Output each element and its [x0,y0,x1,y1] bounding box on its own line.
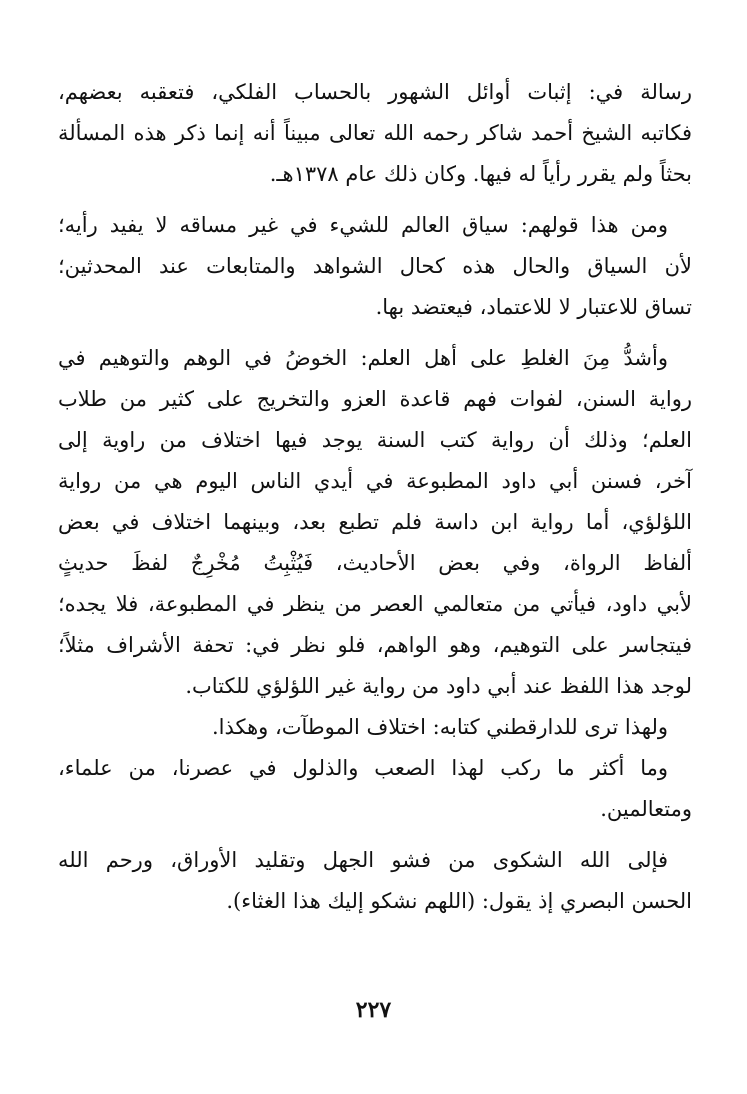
paragraph-6 [58,840,692,922]
text-line: لأبي داود، فيأتي من متعالمي العصر من ينظر في المطبوعة، فلا يجده؛ [58,592,692,616]
paragraph-4 [58,707,692,748]
paragraph-2 [58,205,692,328]
text-line: وما أكثر ما ركب لهذا الصعب والذلول في عصرنا، من علماء، [58,756,668,780]
text-line: لوجد هذا اللفظ عند أبي داود من رواية غير اللؤلؤي للكتاب. [185,674,692,698]
text-line: فيتجاسر على التوهيم، وهو الواهم، فلو نظر في: تحفة الأشراف مثلاً؛ [58,633,692,657]
text-line: العلم؛ وذلك أن رواية كتب السنة يوجد فيها اختلاف من راوية إلى [58,428,692,452]
text-line: رواية السنن، لفوات فهم قاعدة العزو والتخريج على كثير من طلاب [58,387,692,411]
text-line: اللؤلؤي، أما رواية ابن داسة فلم تطبع بعد، وبينهما اختلاف في بعض [58,510,693,534]
text-line: رسالة في: إثبات أوائل الشهور بالحساب الفلكي، فتعقبه بعضهم، [58,80,692,104]
text-line: آخر، فسنن أبي داود المطبوعة في أيدي الناس اليوم هي من رواية [58,469,692,493]
text-line: لأن السياق والحال هذه كحال الشواهد والمتابعات عند المحدثين؛ [58,254,692,278]
text-line: ومتعالمين. [600,797,692,821]
text-line: الحسن البصري إذ يقول: (اللهم نشكو إليك هذا الغثاء). [226,889,692,913]
text-line: ومن هذا قولهم: سياق العالم للشيء في غير مساقه لا يفيد رأيه؛ [58,213,668,237]
text-line: فكاتبه الشيخ أحمد شاكر رحمه الله تعالى مبيناً أنه إنما ذكر هذه المسألة [58,121,692,145]
paragraph-1 [58,72,692,195]
text-line: بحثاً ولم يقرر رأياً له فيها. وكان ذلك عام ١٣٧٨هـ. [269,162,692,186]
paragraph-3 [58,338,692,707]
text-line: تساق للاعتبار لا للاعتماد، فيعتضد بها. [375,295,692,319]
page-number: ٢٢٧ [355,997,392,1023]
text-line: وأشدُّ مِنَ الغلطِ على أهل العلم: الخوضُ في الوهم والتوهيم في [58,346,668,370]
text-line: ألفاظ الرواة، وفي بعض الأحاديث، فَيُثْبِتُ مُخْرِجٌ لفظَ حديثٍ [58,551,692,575]
body-text [58,72,692,922]
paragraph-5 [58,748,692,830]
text-line: ولهذا ترى للدارقطني كتابه: اختلاف الموطآت، وهكذا. [211,715,668,739]
text-line: فإلى الله الشكوى من فشو الجهل وتقليد الأوراق، ورحم الله [58,848,668,872]
